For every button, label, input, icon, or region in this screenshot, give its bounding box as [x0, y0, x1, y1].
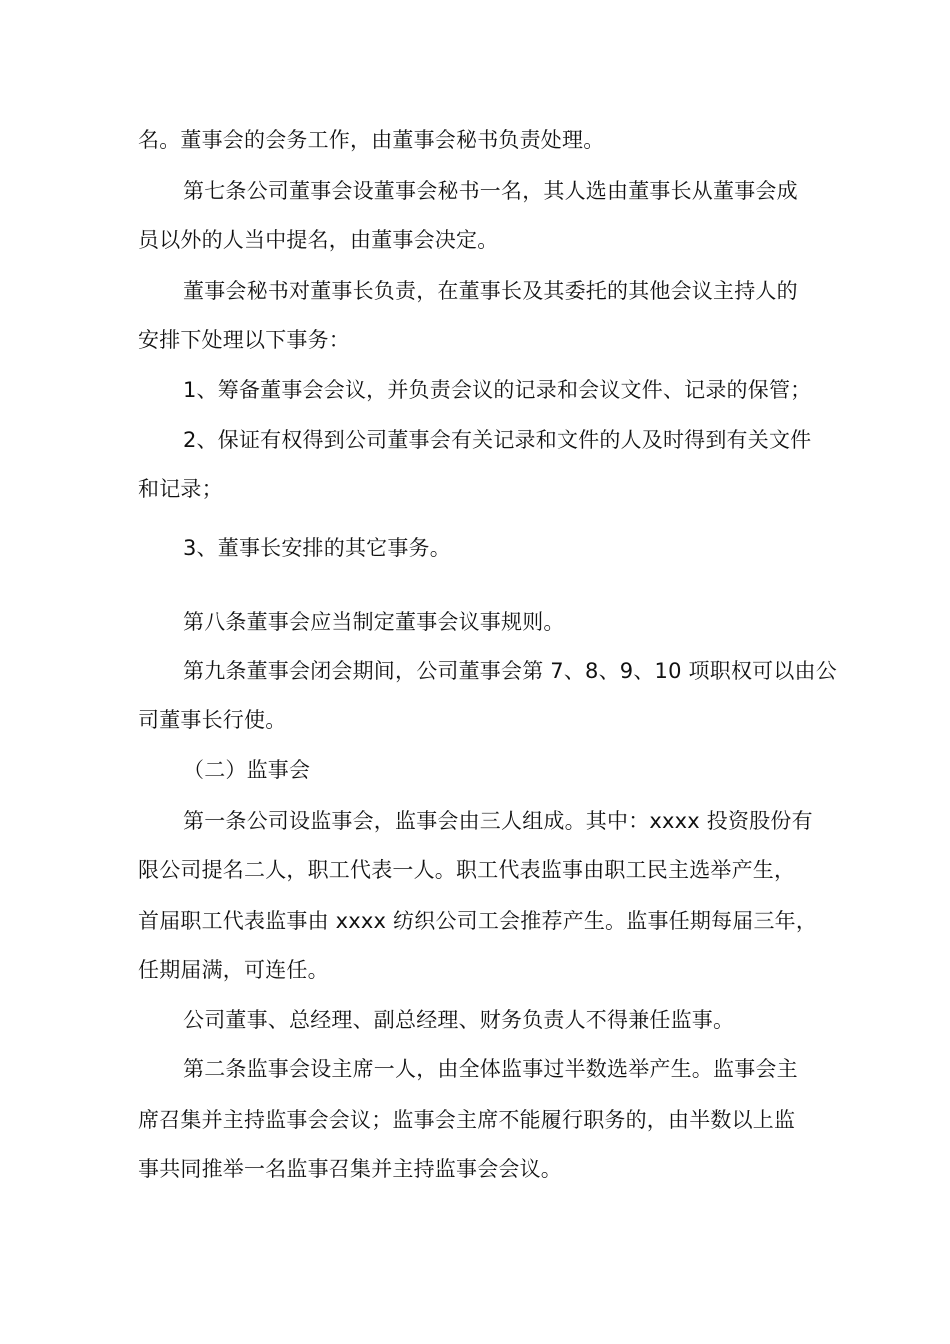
paragraph-line: 限公司提名二人，职工代表一人。职工代表监事由职工民主选举产生， — [138, 858, 796, 882]
paragraph-line: 第九条董事会闭会期间，公司董事会第 7、8、9、10 项职权可以由公 — [183, 659, 837, 683]
paragraph-line: 任期届满，可连任。 — [138, 958, 329, 982]
paragraph-line: 事共同推举一名监事召集并主持监事会会议。 — [138, 1157, 562, 1181]
paragraph-line: 第七条公司董事会设董事会秘书一名，其人选由董事长从董事会成 — [183, 179, 798, 203]
paragraph-line: 和记录； — [138, 477, 223, 501]
paragraph-line: 董事会秘书对董事长负责，在董事长及其委托的其他会议主持人的 — [183, 279, 798, 303]
paragraph-line: 首届职工代表监事由 xxxx 纺织公司工会推荐产生。监事任期每届三年， — [138, 909, 818, 933]
list-item: 3、董事长安排的其它事务。 — [183, 536, 451, 560]
paragraph-line: 员以外的人当中提名，由董事会决定。 — [138, 228, 499, 252]
section-heading: （二）监事会 — [183, 758, 311, 782]
list-item: 2、保证有权得到公司董事会有关记录和文件的人及时得到有关文件 — [183, 428, 812, 452]
paragraph-line: 安排下处理以下事务： — [138, 328, 350, 352]
paragraph-line: 第一条公司设监事会，监事会由三人组成。其中：xxxx 投资股份有 — [183, 809, 813, 833]
paragraph-line: 司董事长行使。 — [138, 708, 287, 732]
paragraph-line: 第八条董事会应当制定董事会议事规则。 — [183, 610, 565, 634]
paragraph-line: 公司董事、总经理、副总经理、财务负责人不得兼任监事。 — [183, 1008, 735, 1032]
paragraph-line: 名。董事会的会务工作，由董事会秘书负责处理。 — [138, 128, 605, 152]
paragraph-line: 席召集并主持监事会会议；监事会主席不能履行职务的，由半数以上监 — [138, 1108, 796, 1132]
paragraph-line: 第二条监事会设主席一人，由全体监事过半数选举产生。监事会主 — [183, 1057, 798, 1081]
list-item: 1、筹备董事会会议，并负责会议的记录和会议文件、记录的保管； — [183, 378, 812, 402]
